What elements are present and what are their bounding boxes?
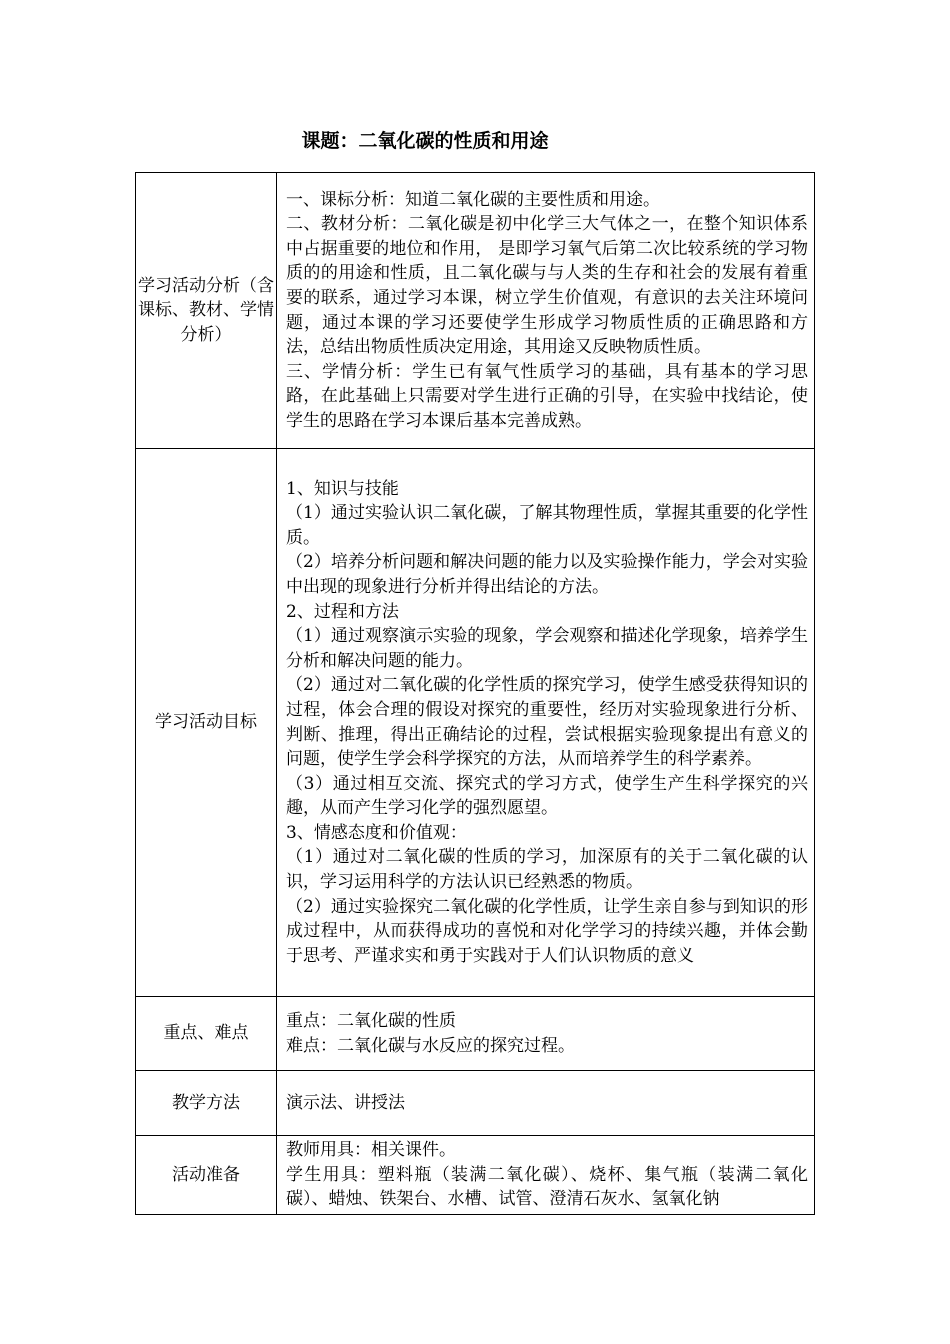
content-paragraph: 1、知识与技能 <box>286 478 399 499</box>
content-paragraph: 一、课标分析：知道二氧化碳的主要性质和用途。 <box>286 189 660 210</box>
table-row <box>136 997 815 1071</box>
content-paragraph: （2）通过实验探究二氧化碳的化学性质，让学生亲自参与到知识的形成过程中，从而获得成功的喜悦和对化学学习的持续兴趣，并体会勤于思考、严谨求实和勇于实践对于人们认识物质的意义 <box>286 896 808 966</box>
content-paragraph: （1）通过对二氧化碳的性质的学习，加深原有的关于二氧化碳的认识，学习运用科学的方法认识已经熟悉的物质。 <box>286 847 808 893</box>
content-paragraph: 难点：二氧化碳与水反应的探究过程。 <box>286 1035 575 1056</box>
content-paragraph: （2）通过对二氧化碳的化学性质的探究学习，使学生感受获得知识的过程，体会合理的假设对探究的重要性，经历对实验现象进行分析、判断、推理，得出正确结论的过程，尝试根据实验现象提出有意义的问题，使学生学会科学探究的方法，从而培养学生的科学素养。 <box>286 675 808 770</box>
row-content <box>277 1136 815 1215</box>
row-label: 活动准备 <box>136 1136 277 1215</box>
content-paragraph: 演示法、讲授法 <box>286 1092 405 1113</box>
content-paragraph: 3、情感态度和价值观： <box>286 822 467 843</box>
content-paragraph: （2）培养分析问题和解决问题的能力以及实验操作能力，学会对实验中出现的现象进行分析并得出结论的方法。 <box>286 552 808 597</box>
content-paragraph: （3）通过相互交流、探究式的学习方式，使学生产生科学探究的兴趣，从而产生学习化学的强烈愿望。 <box>286 773 808 819</box>
content-paragraph: 学生用具：塑料瓶（装满二氧化碳）、烧杯、集气瓶（装满二氧化碳）、蜡烛、铁架台、水槽、试管、澄清石灰水、氢氧化钠 <box>286 1164 808 1210</box>
content-paragraph: 二、教材分析：二氧化碳是初中化学三大气体之一，在整个知识体系中占据重要的地位和作用， 是即学习氧气后第二次比较系统的学习物质的的用途和性质，且二氧化碳与与人类的生存和社会的发展有着重要的联系，通过学习本课，树立学生价值观，有意识的去关注环境问题，通过本课的学习还要使学生形成学习物质性质的正确思路和方法，总结出物质性质决定用途，其用途又反映物质性质。 <box>286 214 808 358</box>
row-content <box>277 449 815 997</box>
content-paragraph: 重点：二氧化碳的性质 <box>286 1010 456 1031</box>
content-paragraph: （1）通过实验认识二氧化碳，了解其物理性质，掌握其重要的化学性质。 <box>286 503 808 548</box>
row-content <box>277 173 815 449</box>
table-row <box>136 449 815 997</box>
row-label: 学习活动分析（含课标、教材、学情分析） <box>136 173 277 449</box>
row-label: 教学方法 <box>136 1071 277 1136</box>
page-title: 课题：二氧化碳的性质和用途 <box>301 130 549 152</box>
lesson-plan-table <box>135 172 815 1215</box>
row-label: 重点、难点 <box>136 997 277 1071</box>
row-label: 学习活动目标 <box>136 449 277 997</box>
table-row <box>136 1136 815 1215</box>
table-row <box>136 173 815 449</box>
row-content <box>277 997 815 1071</box>
row-content <box>277 1071 815 1136</box>
content-paragraph: 2、过程和方法 <box>286 601 399 622</box>
content-paragraph: 三、学情分析：学生已有氧气性质学习的基础，具有基本的学习思路，在此基础上只需要对学生进行正确的引导，在实验中找结论，使学生的思路在学习本课后基本完善成熟。 <box>286 361 808 431</box>
content-paragraph: 教师用具：相关课件。 <box>286 1140 456 1160</box>
content-paragraph: （1）通过观察演示实验的现象，学会观察和描述化学现象，培养学生分析和解决问题的能力。 <box>286 626 808 671</box>
table-row <box>136 1071 815 1136</box>
